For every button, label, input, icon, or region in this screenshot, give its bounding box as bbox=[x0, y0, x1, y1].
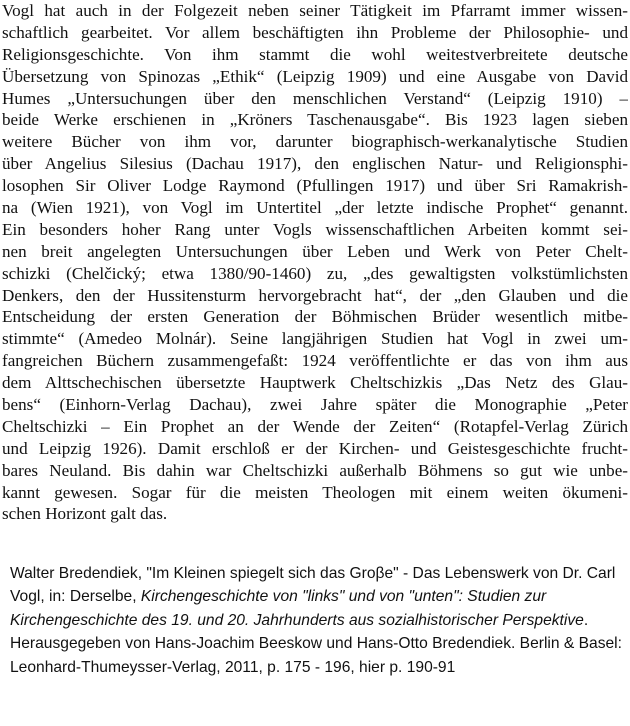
citation-publication-details: . Herausgegeben von Hans-Joachim Beeskow und Hans-Otto Bredendiek. Berlin & Basel: Leonhard-Thumeysser-Verlag, 2011, p. 175 - 196, hier p. 190-91 bbox=[10, 611, 622, 676]
scan-line: Vogl hat auch in der Folgezeit neben seiner Tätigkeit im Pfarramt immer wissen- bbox=[2, 1, 628, 20]
scan-line: losophen Sir Oliver Lodge Raymond (Pfullingen 1917) und über Sri Ramakrish- bbox=[2, 176, 628, 196]
scan-line: dem Alttschechischen übersetzte Hauptwerk Cheltschizkis „Das Netz des Glau- bbox=[2, 373, 628, 393]
scan-line: bares Neuland. Bis dahin war Cheltschizki außerhalb Böhmens so gut wie unbe- bbox=[2, 460, 628, 480]
scan-line: bens“ (Einhorn-Verlag Dachau), zwei Jahre später die Monographie „Peter bbox=[2, 395, 628, 415]
scan-line: kannt gewesen. Sogar für die meisten Theologen mit einem weiten ökumeni- bbox=[2, 482, 628, 502]
scan-line: Denkers, den der Hussitensturm hervorgebracht hat“, der „den Glauben und die bbox=[2, 285, 628, 305]
citation-author-part: Walter Bredendiek, "Im Kleinen spiegelt sich das Groβe" - Das Lebenswerk von Dr. Carl Vogl, in: Derselbe, bbox=[10, 565, 616, 606]
scan-line: weitere Bücher von ihm vor, darunter biographisch-werkanalytische Studien bbox=[2, 132, 628, 152]
scanned-page-excerpt bbox=[2, 0, 628, 525]
scan-line: Cheltschizki – Ein Prophet an der Wende der Zeiten“ (Rotapfel-Verlag Zürich bbox=[2, 416, 628, 436]
scan-line: schaftlich gearbeitet. Vor allem beschäftigten ihn Probleme der Philosophie- und bbox=[2, 22, 628, 42]
scan-line: Humes „Untersuchungen über den menschlichen Verstand“ (Leipzig 1910) – bbox=[2, 88, 628, 108]
scan-line: über Angelius Silesius (Dachau 1917), den englischen Natur- und Religionsphi- bbox=[2, 154, 628, 174]
scan-line: Religionsgeschichte. Von ihm stammt die wohl weitestverbreitete deutsche bbox=[2, 44, 628, 64]
scan-line: fangreichen Büchern zusammengefaßt: 1924 veröffentlichte er das von ihm aus bbox=[2, 351, 628, 371]
scan-line: schen Horizont galt das. bbox=[2, 504, 168, 524]
scan-line: Ein besonders hoher Rang unter Vogls wissenschaftlichen Arbeiten kommt sei- bbox=[2, 219, 628, 239]
scan-line: stimmte“ (Amedeo Molnár). Seine langjährigen Studien hat Vogl in zwei um- bbox=[2, 329, 628, 349]
scan-line: Übersetzung von Spinozas „Ethik“ (Leipzig 1909) und eine Ausgabe von David bbox=[2, 66, 628, 86]
scan-line: nen breit angelegten Untersuchungen über Leben und Werk von Peter Chelt- bbox=[2, 241, 628, 261]
scan-line: schizki (Chelčický; etwa 1380/90-1460) zu, „des gewaltigsten volkstümlichsten bbox=[2, 263, 628, 283]
scan-line: Entscheidung der ersten Generation der Böhmischen Brüder wesentlich mitbe- bbox=[2, 307, 628, 327]
scan-line: und Leipzig 1926). Damit erschloß er der Kirchen- und Geistesgeschichte frucht- bbox=[2, 438, 628, 458]
scan-line: na (Wien 1921), von Vogl im Untertitel „der letzte indische Prophet“ genannt. bbox=[2, 198, 628, 218]
scan-line: beide Werke erschienen in „Kröners Taschenausgabe“. Bis 1923 lagen sieben bbox=[2, 110, 628, 130]
citation-book-title: Kirchengeschichte von "links" und von "unten": Studien zur Kirchengeschichte des 19. und 20. Jahrhunderts aus sozialhistorischer Perspektive bbox=[10, 588, 584, 629]
citation bbox=[10, 562, 622, 679]
